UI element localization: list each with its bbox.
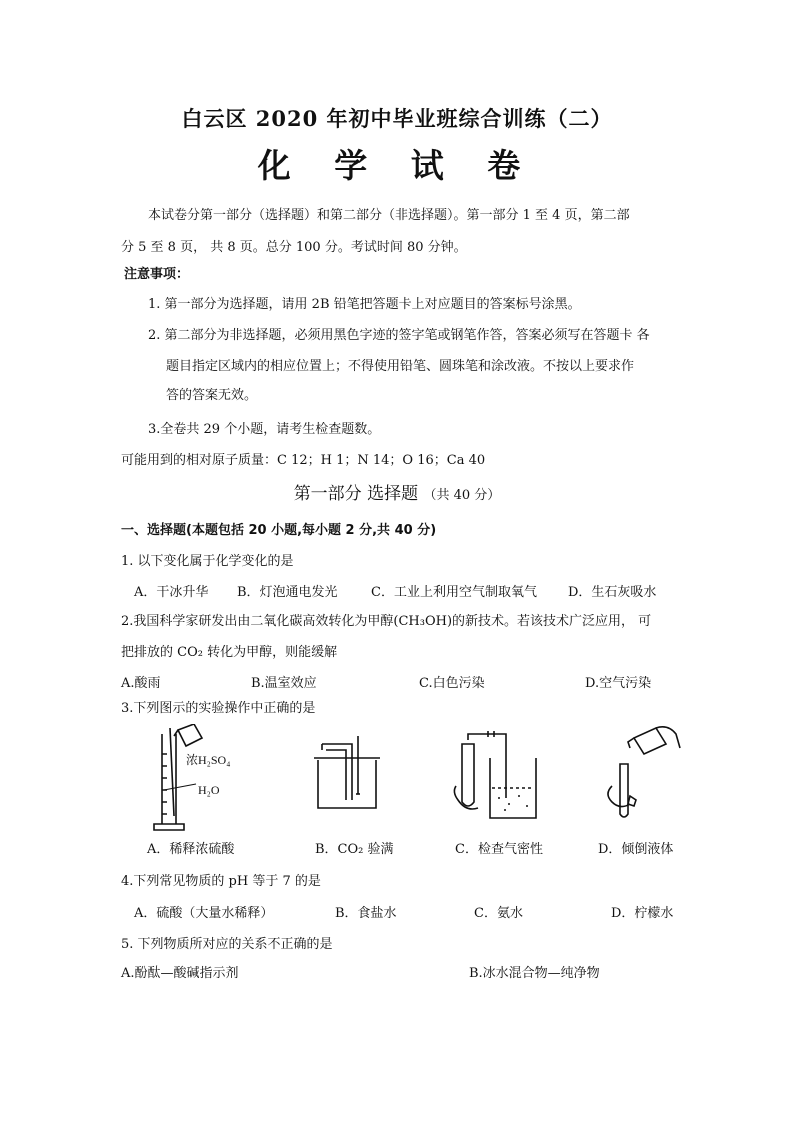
figure-co2-check [312,736,384,812]
q2-option-a: A.酸雨 [121,676,161,691]
intro-line-2: 分 5 至 8 页， 共 8 页。总分 100 分。考试时间 80 分钟。 [121,240,467,255]
q4-option-a: A．硫酸（大量水稀释） [134,906,274,921]
q1-option-a: A．干冰升华 [134,585,209,600]
figure-pour-liquid [594,724,684,824]
part1-title [0,479,794,504]
part1-score: （共 40 分） [423,488,501,503]
note-2-line-1: 2. 第二部分为非选择题，必须用黑色字迹的签字笔或钢笔作答，答案必须写在答题卡 各 [148,328,650,343]
subject-title: 化 学 试 卷 [257,146,537,185]
q5-stem: 5. 下列物质所对应的关系不正确的是 [121,937,333,952]
note-1: 1. 第一部分为选择题，请用 2B 铅笔把答题卡上对应题目的答案标号涂黑。 [148,297,581,312]
q5-option-a: A.酚酞—酸碱指示剂 [121,966,239,981]
part1-title-text: 第一部分 选择题 [293,484,419,504]
q4-option-b: B．食盐水 [335,906,397,921]
q2-option-d: D.空气污染 [585,676,652,691]
atomic-masses: 可能用到的相对原子质量：C 12；H 1；N 14；O 16；Ca 40 [121,453,486,468]
q3-option-c: C．检查气密性 [455,842,543,857]
section-heading: 一、选择题(本题包括 20 小题,每小题 2 分,共 40 分) [121,523,437,538]
q3-option-a: A．稀释浓硫酸 [147,842,235,857]
q3-stem: 3.下列图示的实验操作中正确的是 [121,701,316,716]
q2-option-b: B.温室效应 [251,676,317,691]
q1-stem: 1. 以下变化属于化学变化的是 [121,554,294,569]
exam-title: 白云区 2020 年初中毕业班综合训练（二） [181,106,613,131]
notes-heading: 注意事项： [124,267,190,282]
note-2-line-2: 题目指定区域内的相应位置上；不得使用铅笔、圆珠笔和涂改液。不按以上要求作 [166,359,635,374]
q5-option-b: B.冰水混合物—纯净物 [469,966,600,981]
label-conc-acid: 浓H₂SO₄ [186,753,231,767]
intro-line-1: 本试卷分第一部分（选择题）和第二部分（非选择题）。第一部分 1 至 4 页，第二部 [148,208,630,223]
figure-dilute-acid [150,724,260,836]
q2-option-c: C.白色污染 [419,676,485,691]
label-water: H₂O [198,783,220,797]
q3-option-d: D．倾倒液体 [598,842,674,857]
q1-option-b: B．灯泡通电发光 [237,585,338,600]
q2-stem-line-2: 把排放的 CO₂ 转化为甲醇，则能缓解 [121,645,338,660]
q2-stem-line-1: 2.我国科学家研发出由二氧化碳高效转化为甲醇(CH₃OH)的新技术。若该技术广泛应用， 可 [121,614,652,629]
figure-airtightness [446,730,556,822]
q1-option-c: C．工业上利用空气制取氧气 [371,585,537,600]
q4-option-c: C．氨水 [474,906,523,921]
note-2-line-3: 答的答案无效。 [166,388,258,403]
q4-option-d: D．柠檬水 [611,906,674,921]
q1-option-d: D．生石灰吸水 [568,585,657,600]
q4-stem: 4.下列常见物质的 pH 等于 7 的是 [121,874,321,889]
note-3: 3.全卷共 29 个小题，请考生检查题数。 [148,422,381,437]
q3-option-b: B．CO₂ 验满 [315,842,394,857]
